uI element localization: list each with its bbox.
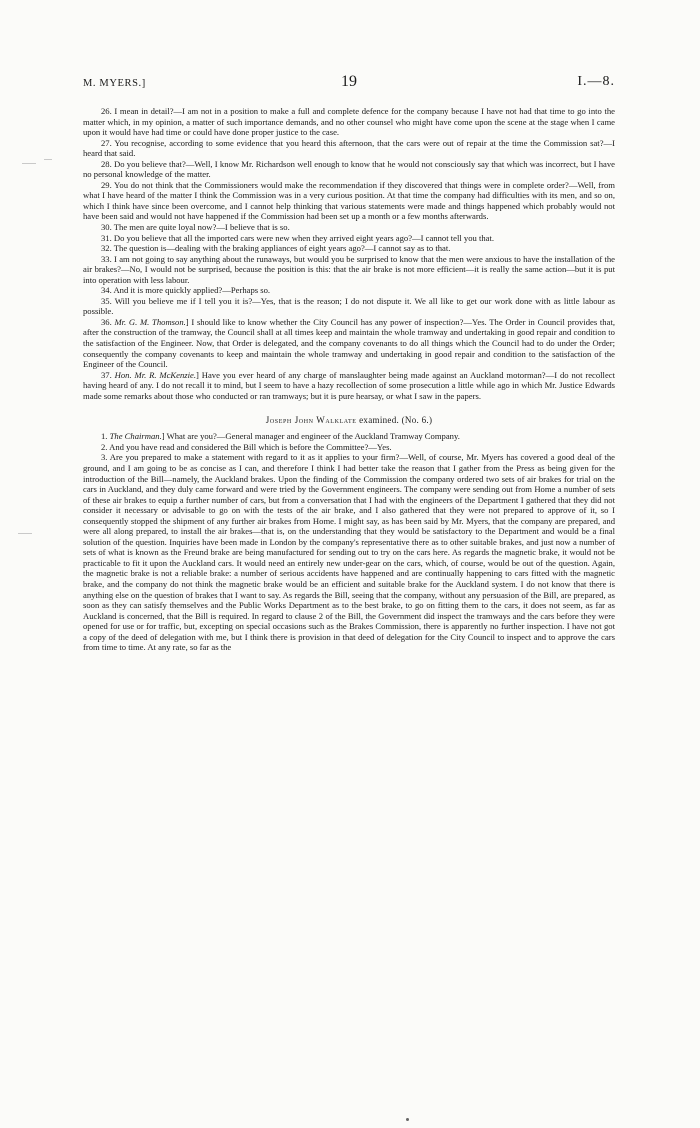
question-paragraph: 1. The Chairman.] What are you?—General manager and engineer of the Auckland Tramway Company. [101,431,460,442]
evidence-part-two [83,431,615,652]
question-paragraph: 31. Do you believe that all the imported cars were new when they arrived eight years ago?—I cannot tell you that. [101,232,495,243]
question-paragraph: 34. And it is more quickly applied?—Perhaps so. [101,285,271,296]
questioner-name: Mr. G. M. Thomson. [114,316,186,327]
question-paragraph: 36. Mr. G. M. Thomson.] I should like to know whether the City Council has any power of inspection?—Yes. The Order in Council provides that, after the construction of the tramway, the Council shall at all times keep and maintain the whole tramway and undertaking in good repair and condition to the satisfaction of the Engineer. Now, that Order is delegated, and the company covenants to do all things which the Council had to do under the Order; consequently the company covenants to keep and maintain the whole tramway and undertaking in good repair and condition to the satisfaction of the Engineer of the Council. [83,316,615,370]
question-paragraph: 27. You recognise, according to some evidence that you heard this afternoon, that the cars were out of repair at the time the Commission sat?—I heard that said. [83,137,615,159]
margin-mark [44,159,52,160]
question-paragraph: 28. Do you believe that?—Well, I know Mr. Richardson well enough to know that he would not consciously say that which was incorrect, but I have no personal knowledge of the matter. [83,158,615,180]
witness-heading-suffix: examined. (No. 6.) [356,415,433,426]
question-paragraph: 30. The men are quite loyal now?—I believe that is so. [101,222,290,233]
witness-name: Joseph John Walklate [265,415,357,426]
witness-heading [83,415,615,425]
evidence-part-one [83,106,615,401]
questioner-name: Hon. Mr. R. McKenzie. [114,369,197,380]
question-paragraph: 33. I am not going to say anything about the runaways, but would you be surprised to know that the men were anxious to have the installation of the air brakes?—No, I would not be surprised, because the position is this: that the air brake is not more efficient—it is really the same action—but it is put into operation with less labour. [83,253,615,285]
running-header [83,72,615,94]
margin-mark [18,533,32,534]
question-paragraph: 32. The question is—dealing with the braking appliances of eight years ago?—I cannot say as to that. [101,243,451,254]
header-speaker: M. MYERS.] [83,78,146,89]
question-paragraph: 3. Are you prepared to make a statement with regard to it as it applies to your firm?—Well, of course, Mr. Myers has covered a good deal of the ground, and I am going to be as concise as I can, and therefore I think I had better take the reason that I gather from the Press as being given for the introduction of the Bill—namely, the Auckland brakes. Upon the finding of the Commission the company ordered two sets of air brakes for trial on the cars in Auckland, and they duly came forward and were tried by the Government engineers. The company were sending out from Home a number of sets of these air brakes to equip a further number of cars, but from a conversation that I had with the engineers of the Department I gathered that they did not consider it necessary or advisable to go on with the tests of the air brake, and I also gathered that they were not prepared to approve of it, so I consequently stopped the shipment of any further air brakes from Home. I might say, as has been said by Mr. Myers, that the company are prepared, and were all along prepared, to install the air brakes—that is, on the understanding that they would be satisfactory to the Department and would be a final solution of the question. Inquiries have been made in London by the company's representative there as to other suitable brakes, and just now a number of sets of what is known as the Freund brake are being manufactured for sending out to try on the cars here. As regards the magnetic brake, it would not be practicable to fit it upon the Auckland cars. It would need an entirely new under-gear on the cars, which, of course, would be out of the question. Again, the magnetic brake is not a reliable brake: a number of serious accidents have happened and are continually happening to cars fitted with the magnetic brake, and the company do not think the magnetic brake would be an efficient and suitable brake for the Auckland system. I do not know that there is anything else on the question of brakes that I want to say. As regards the Bill, seeing that the company, without any persuasion of the Bill, are prepared, as soon as they can satisfy themselves and the Public Works Department as to the best brake, to go on fitting them to the cars, it does not seem, as far as Auckland is concerned, that the Bill is required. In regard to clause 2 of the Bill, the Government did inspect the tramways and the cars before they were opened for use or for traffic, but, excepting on special occasions such as the Brakes Commission, there is apparently no further inspection. I have not got a copy of the deed of delegation with me, but I think there is provision in that deed of delegation for the City Council to inspect and to approve the cars from time to time. At any rate, so far as the [83,452,615,653]
question-paragraph: 29. You do not think that the Commissioners would make the recommendation if they discovered that things were in complete order?—Well, from what I have heard of the matter I think the Commission was in a very curious position. At that time the company had difficulties with its men, and so on, which I think have since been overcome, and I cannot help thinking that various statements were made and things happened which probably would not have been said and would not have happened if the Commission had been set up a month or a few months afterwards. [83,179,615,222]
margin-mark [22,163,36,164]
page [83,72,615,653]
paper-reference: I.—8. [577,74,615,89]
question-paragraph: 2. And you have read and considered the Bill which is before the Committee?—Yes. [101,441,392,452]
question-paragraph: 35. Will you believe me if I tell you it is?—Yes, that is the reason; I do not dispute it. We all like to get our work done with as little labour as possible. [83,295,615,317]
question-paragraph: 37. Hon. Mr. R. McKenzie.] Have you ever heard of any charge of manslaughter being made against an Auckland motorman?—I do not recollect having heard of any. I do not recall it to mind, but I seem to have a hazy recollection of some prosecution a little while ago in which Mr. Justice Edwards made some remarks about those who conducted or ran tramways; but it is pure hearsay, or what I saw in the papers. [83,369,615,401]
question-paragraph: 26. I mean in detail?—I am not in a position to make a full and complete defence for the company because I have not had that time to go into the matter which, in my opinion, a matter of such importance demands, and no other counsel who might have come upon the scene at the stage when I came upon it would have had time or could have done proper justice to the case. [83,106,615,138]
page-number: 19 [341,73,357,90]
page-dot [406,1118,409,1121]
questioner-name: The Chairman. [109,431,162,442]
